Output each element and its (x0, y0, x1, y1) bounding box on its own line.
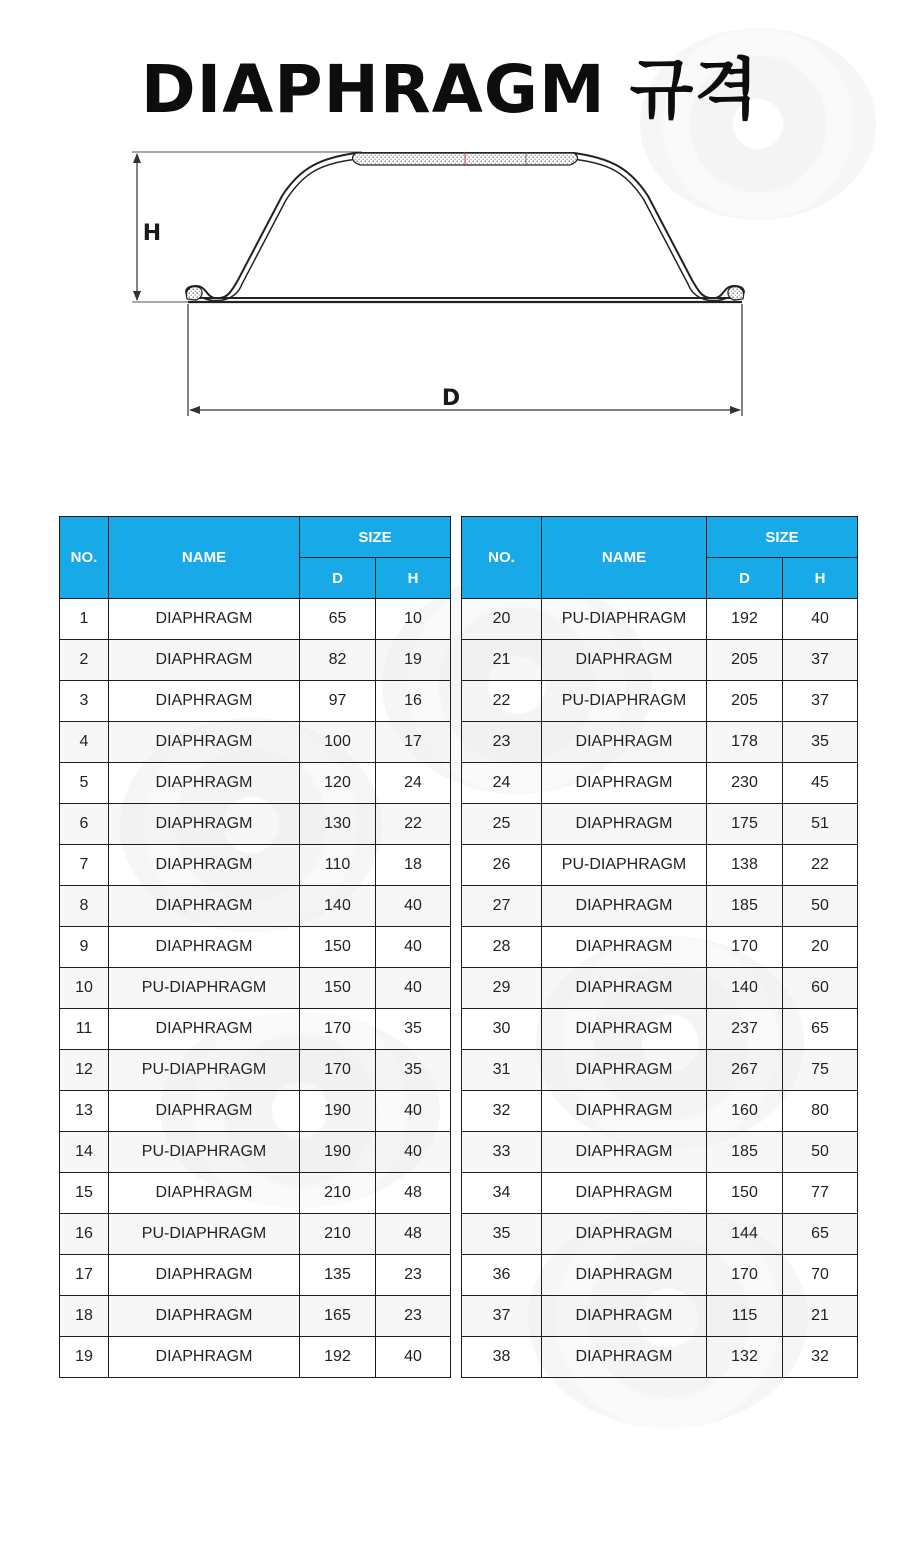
cell-no: 19 (60, 1337, 109, 1378)
cell-name: PU-DIAPHRAGM (542, 599, 707, 640)
cell-h: 40 (376, 1337, 451, 1378)
cell-d: 115 (707, 1296, 783, 1337)
table-row (60, 1337, 451, 1378)
cell-h: 37 (783, 681, 858, 722)
table-row (60, 599, 451, 640)
cell-d: 210 (300, 1214, 376, 1255)
cell-no: 25 (462, 804, 542, 845)
cell-name: DIAPHRAGM (542, 1296, 707, 1337)
cell-name: DIAPHRAGM (542, 804, 707, 845)
cell-no: 12 (60, 1050, 109, 1091)
cell-name: PU-DIAPHRAGM (109, 1132, 300, 1173)
table-row (60, 1050, 451, 1091)
cell-name: DIAPHRAGM (109, 1337, 300, 1378)
header-d: D (300, 558, 376, 599)
table-row (462, 968, 858, 1009)
cell-d: 130 (300, 804, 376, 845)
cell-name: DIAPHRAGM (542, 1009, 707, 1050)
cell-h: 22 (376, 804, 451, 845)
table-row (462, 599, 858, 640)
cell-name: DIAPHRAGM (109, 1173, 300, 1214)
cell-name: DIAPHRAGM (542, 640, 707, 681)
table-row (60, 1255, 451, 1296)
cell-h: 40 (376, 1132, 451, 1173)
spec-table-left (59, 516, 451, 1378)
cell-d: 192 (300, 1337, 376, 1378)
cell-d: 170 (300, 1050, 376, 1091)
cell-h: 60 (783, 968, 858, 1009)
cell-name: DIAPHRAGM (542, 1050, 707, 1091)
table-row (462, 640, 858, 681)
cell-d: 97 (300, 681, 376, 722)
cell-h: 40 (376, 886, 451, 927)
table-row (462, 845, 858, 886)
cell-d: 178 (707, 722, 783, 763)
cell-name: DIAPHRAGM (109, 886, 300, 927)
table-row (462, 1214, 858, 1255)
table-row (60, 804, 451, 845)
cell-d: 190 (300, 1132, 376, 1173)
cell-no: 35 (462, 1214, 542, 1255)
cell-h: 65 (783, 1009, 858, 1050)
cell-d: 135 (300, 1255, 376, 1296)
header-d: D (707, 558, 783, 599)
cell-no: 33 (462, 1132, 542, 1173)
cell-no: 32 (462, 1091, 542, 1132)
cell-name: DIAPHRAGM (542, 1255, 707, 1296)
cell-no: 3 (60, 681, 109, 722)
cell-d: 205 (707, 640, 783, 681)
table-row (60, 1173, 451, 1214)
table-row (60, 1214, 451, 1255)
cell-name: DIAPHRAGM (109, 640, 300, 681)
cell-name: DIAPHRAGM (109, 927, 300, 968)
cell-no: 23 (462, 722, 542, 763)
cell-d: 160 (707, 1091, 783, 1132)
cell-h: 18 (376, 845, 451, 886)
cell-name: PU-DIAPHRAGM (542, 681, 707, 722)
cell-h: 24 (376, 763, 451, 804)
cell-d: 230 (707, 763, 783, 804)
cell-name: DIAPHRAGM (542, 968, 707, 1009)
cell-name: DIAPHRAGM (109, 804, 300, 845)
header-size: SIZE (300, 517, 451, 558)
table-body-right (462, 599, 858, 1378)
cell-d: 205 (707, 681, 783, 722)
header-name: NAME (109, 517, 300, 599)
cell-d: 110 (300, 845, 376, 886)
cell-d: 100 (300, 722, 376, 763)
cell-no: 9 (60, 927, 109, 968)
table-row (462, 1173, 858, 1214)
table-row (462, 722, 858, 763)
cell-d: 150 (300, 968, 376, 1009)
cell-d: 185 (707, 1132, 783, 1173)
cell-no: 29 (462, 968, 542, 1009)
cell-no: 18 (60, 1296, 109, 1337)
table-body-left (60, 599, 451, 1378)
cell-h: 35 (376, 1009, 451, 1050)
cell-name: PU-DIAPHRAGM (109, 1214, 300, 1255)
cell-no: 28 (462, 927, 542, 968)
cell-d: 170 (300, 1009, 376, 1050)
cell-h: 22 (783, 845, 858, 886)
cell-h: 70 (783, 1255, 858, 1296)
cell-no: 13 (60, 1091, 109, 1132)
cell-no: 8 (60, 886, 109, 927)
cell-d: 192 (707, 599, 783, 640)
table-row (462, 886, 858, 927)
cell-d: 65 (300, 599, 376, 640)
table-row (462, 1050, 858, 1091)
cell-no: 1 (60, 599, 109, 640)
table-row (60, 845, 451, 886)
cell-name: DIAPHRAGM (542, 1091, 707, 1132)
cell-name: DIAPHRAGM (109, 599, 300, 640)
cell-name: DIAPHRAGM (109, 1009, 300, 1050)
table-row (462, 763, 858, 804)
cell-h: 80 (783, 1091, 858, 1132)
cell-name: DIAPHRAGM (542, 1214, 707, 1255)
page-title: DIAPHRAGM 규격 (140, 51, 760, 128)
header-name: NAME (542, 517, 707, 599)
cell-h: 40 (376, 968, 451, 1009)
cell-name: DIAPHRAGM (109, 722, 300, 763)
cell-no: 6 (60, 804, 109, 845)
cell-name: PU-DIAPHRAGM (542, 845, 707, 886)
header-h: H (376, 558, 451, 599)
table-row (60, 640, 451, 681)
cell-name: PU-DIAPHRAGM (109, 1050, 300, 1091)
diaphragm-cross-section-diagram (0, 0, 900, 440)
table-row (60, 1091, 451, 1132)
cell-d: 150 (300, 927, 376, 968)
table-row (60, 1132, 451, 1173)
dimension-label-d: D (441, 386, 461, 411)
cell-h: 35 (783, 722, 858, 763)
cell-name: PU-DIAPHRAGM (109, 968, 300, 1009)
cell-d: 267 (707, 1050, 783, 1091)
table-row (60, 763, 451, 804)
cell-h: 40 (376, 927, 451, 968)
cell-d: 185 (707, 886, 783, 927)
cell-no: 17 (60, 1255, 109, 1296)
table-row (60, 681, 451, 722)
cell-no: 10 (60, 968, 109, 1009)
header-no: NO. (60, 517, 109, 599)
cell-h: 40 (783, 599, 858, 640)
table-row (60, 722, 451, 763)
table-row (462, 927, 858, 968)
table-row (462, 1337, 858, 1378)
cell-d: 190 (300, 1091, 376, 1132)
cell-h: 50 (783, 1132, 858, 1173)
cell-name: DIAPHRAGM (542, 1337, 707, 1378)
cell-no: 26 (462, 845, 542, 886)
cell-h: 35 (376, 1050, 451, 1091)
table-row (60, 1009, 451, 1050)
cell-no: 38 (462, 1337, 542, 1378)
cell-no: 16 (60, 1214, 109, 1255)
cell-name: DIAPHRAGM (542, 1132, 707, 1173)
cell-d: 170 (707, 927, 783, 968)
table-row (462, 804, 858, 845)
cell-no: 34 (462, 1173, 542, 1214)
cell-name: DIAPHRAGM (109, 1255, 300, 1296)
cell-no: 36 (462, 1255, 542, 1296)
cell-no: 27 (462, 886, 542, 927)
cell-no: 11 (60, 1009, 109, 1050)
cell-h: 77 (783, 1173, 858, 1214)
table-row (462, 1009, 858, 1050)
header-h: H (783, 558, 858, 599)
table-row (462, 1255, 858, 1296)
cell-d: 138 (707, 845, 783, 886)
cell-name: DIAPHRAGM (109, 763, 300, 804)
cell-d: 140 (707, 968, 783, 1009)
table-row (462, 1091, 858, 1132)
cell-name: DIAPHRAGM (109, 681, 300, 722)
cell-d: 120 (300, 763, 376, 804)
cell-h: 75 (783, 1050, 858, 1091)
cell-no: 37 (462, 1296, 542, 1337)
cell-h: 40 (376, 1091, 451, 1132)
cell-h: 21 (783, 1296, 858, 1337)
cell-no: 31 (462, 1050, 542, 1091)
cell-h: 32 (783, 1337, 858, 1378)
cell-h: 65 (783, 1214, 858, 1255)
cell-d: 144 (707, 1214, 783, 1255)
table-row (60, 1296, 451, 1337)
cell-name: DIAPHRAGM (542, 927, 707, 968)
cell-d: 140 (300, 886, 376, 927)
header-no: NO. (462, 517, 542, 599)
dimension-label-h: H (142, 221, 162, 246)
cell-no: 20 (462, 599, 542, 640)
cell-d: 170 (707, 1255, 783, 1296)
cell-h: 50 (783, 886, 858, 927)
cell-no: 5 (60, 763, 109, 804)
cell-h: 37 (783, 640, 858, 681)
cell-h: 17 (376, 722, 451, 763)
cell-no: 2 (60, 640, 109, 681)
cell-h: 48 (376, 1214, 451, 1255)
cell-d: 132 (707, 1337, 783, 1378)
spec-table-right (461, 516, 858, 1378)
cell-d: 150 (707, 1173, 783, 1214)
table-row (60, 927, 451, 968)
cell-no: 4 (60, 722, 109, 763)
cell-h: 19 (376, 640, 451, 681)
cell-h: 16 (376, 681, 451, 722)
cell-h: 10 (376, 599, 451, 640)
cell-name: DIAPHRAGM (109, 845, 300, 886)
table-row (462, 1132, 858, 1173)
cell-d: 82 (300, 640, 376, 681)
table-row (462, 681, 858, 722)
cell-h: 48 (376, 1173, 451, 1214)
cell-name: DIAPHRAGM (542, 886, 707, 927)
cell-h: 45 (783, 763, 858, 804)
cell-name: DIAPHRAGM (542, 1173, 707, 1214)
table-row (60, 886, 451, 927)
header-size: SIZE (707, 517, 858, 558)
cell-no: 15 (60, 1173, 109, 1214)
cell-no: 24 (462, 763, 542, 804)
cell-d: 237 (707, 1009, 783, 1050)
cell-name: DIAPHRAGM (109, 1296, 300, 1337)
cell-no: 7 (60, 845, 109, 886)
cell-name: DIAPHRAGM (109, 1091, 300, 1132)
cell-h: 20 (783, 927, 858, 968)
cell-no: 30 (462, 1009, 542, 1050)
cell-h: 51 (783, 804, 858, 845)
cell-name: DIAPHRAGM (542, 722, 707, 763)
cell-h: 23 (376, 1255, 451, 1296)
cell-no: 22 (462, 681, 542, 722)
table-row (60, 968, 451, 1009)
cell-d: 175 (707, 804, 783, 845)
cell-d: 210 (300, 1173, 376, 1214)
cell-no: 14 (60, 1132, 109, 1173)
cell-no: 21 (462, 640, 542, 681)
cell-h: 23 (376, 1296, 451, 1337)
cell-name: DIAPHRAGM (542, 763, 707, 804)
cell-d: 165 (300, 1296, 376, 1337)
table-row (462, 1296, 858, 1337)
